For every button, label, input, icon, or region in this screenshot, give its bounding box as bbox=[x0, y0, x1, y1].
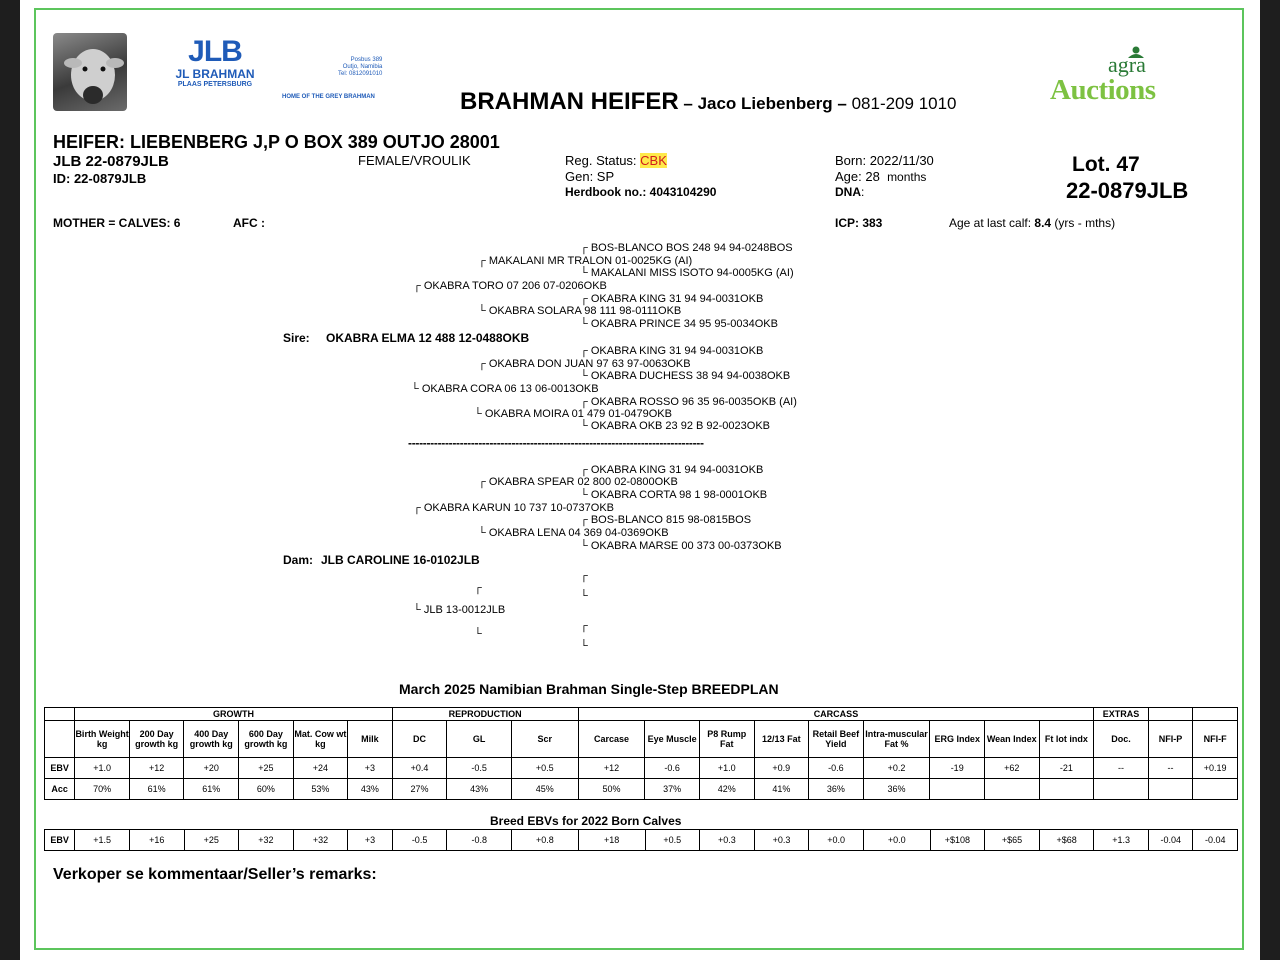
table-cell: +1.3 bbox=[1094, 830, 1149, 851]
table-cell: +0.3 bbox=[700, 830, 755, 851]
table-cell: +0.19 bbox=[1193, 758, 1238, 779]
reg-status bbox=[565, 153, 667, 168]
column-header: Milk bbox=[348, 721, 392, 758]
table-cell: +0.5 bbox=[511, 758, 578, 779]
age-last-calf-value: 8.4 bbox=[1034, 216, 1052, 230]
column-header: ERG Index bbox=[930, 721, 985, 758]
table-cell: 43% bbox=[447, 779, 512, 800]
table-cell bbox=[930, 779, 985, 800]
table-cell: +0.2 bbox=[863, 758, 930, 779]
table-cell: +12 bbox=[129, 758, 184, 779]
table-cell: +0.4 bbox=[392, 758, 447, 779]
table-cell: -0.5 bbox=[392, 830, 447, 851]
lot-code: 22-0879JLB bbox=[1066, 178, 1189, 203]
jlb-logo-mark: JLB bbox=[188, 35, 242, 68]
table-cell: +32 bbox=[293, 830, 348, 851]
pedigree-line: └ OKABRA CORTA 98 1 98-0001OKB bbox=[580, 489, 768, 501]
column-header: Doc. bbox=[1094, 721, 1149, 758]
title-owner: – Jaco Liebenberg – bbox=[678, 94, 852, 113]
column-header: Retail Beef Yield bbox=[809, 721, 864, 758]
icp: ICP: 383 bbox=[835, 216, 883, 230]
table-cell: +0.5 bbox=[645, 830, 700, 851]
pedigree-line: ┌ MAKALANI MR TRALON 01-0025KG (AI) bbox=[478, 255, 693, 267]
table-cell bbox=[1193, 779, 1238, 800]
reg-status-value: CBK bbox=[640, 153, 667, 168]
seller-remarks: Verkoper se kommentaar/Seller’s remarks: bbox=[53, 866, 377, 883]
pedigree-line: └ OKABRA CORA 06 13 06-0013OKB bbox=[411, 383, 599, 395]
table-cell: +1.0 bbox=[699, 758, 754, 779]
table-cell: +32 bbox=[239, 830, 294, 851]
table-cell: +12 bbox=[578, 758, 645, 779]
heifer-sex: FEMALE/VROULIK bbox=[358, 153, 471, 168]
table-cell: 37% bbox=[645, 779, 700, 800]
age-unit: months bbox=[887, 170, 927, 184]
column-header: NFI-P bbox=[1148, 721, 1192, 758]
table-cell: +24 bbox=[293, 758, 348, 779]
column-header: Ft lot indx bbox=[1039, 721, 1094, 758]
table-cell: +3 bbox=[348, 758, 392, 779]
group-row bbox=[45, 708, 1238, 721]
age-value: 28 bbox=[865, 169, 880, 184]
dna-sep: : bbox=[861, 185, 865, 199]
column-header: DC bbox=[392, 721, 447, 758]
table-cell: 60% bbox=[239, 779, 294, 800]
group-empty bbox=[1193, 708, 1238, 721]
sire-label: Sire: bbox=[283, 331, 310, 345]
column-header: Birth Weight kg bbox=[75, 721, 130, 758]
group-empty bbox=[1148, 708, 1192, 721]
dam-name: JLB CAROLINE 16-0102JLB bbox=[321, 553, 480, 567]
column-header: Intra-muscular Fat % bbox=[863, 721, 930, 758]
column-header: 200 Day growth kg bbox=[129, 721, 184, 758]
table-cell: +1.5 bbox=[75, 830, 130, 851]
table-cell: +$108 bbox=[930, 830, 985, 851]
pedigree-line: └ OKABRA MOIRA 01 479 01-0479OKB bbox=[474, 408, 672, 420]
table-cell: 43% bbox=[348, 779, 392, 800]
table-cell: 36% bbox=[809, 779, 864, 800]
row-label: Acc bbox=[45, 779, 75, 800]
table-cell: -0.04 bbox=[1148, 830, 1192, 851]
pedigree-line: └ OKABRA DUCHESS 38 94 94-0038OKB bbox=[580, 370, 791, 382]
table-cell: +$68 bbox=[1039, 830, 1094, 851]
agra-word: agra bbox=[1108, 52, 1146, 77]
breedplan-title: March 2025 Namibian Brahman Single-Step BREEDPLAN bbox=[399, 681, 779, 697]
heifer-reg: JLB 22-0879JLB bbox=[53, 153, 169, 170]
column-header: 400 Day growth kg bbox=[184, 721, 239, 758]
column-header: NFI-F bbox=[1193, 721, 1238, 758]
table-cell: 61% bbox=[129, 779, 184, 800]
group-extras: EXTRAS bbox=[1094, 708, 1149, 721]
column-header-row bbox=[45, 721, 1238, 758]
pedigree-line: └ OKABRA PRINCE 34 95 95-0034OKB bbox=[580, 318, 778, 330]
title-main: BRAHMAN HEIFER bbox=[460, 88, 679, 115]
column-header: Carcase bbox=[578, 721, 645, 758]
table-cell: +1.0 bbox=[75, 758, 130, 779]
herdbook-value: 4043104290 bbox=[649, 185, 717, 199]
column-header: 600 Day growth kg bbox=[239, 721, 294, 758]
pedigree-line: ┌ OKABRA TORO 07 206 07-0206OKB bbox=[413, 280, 607, 292]
postal-address bbox=[338, 57, 382, 78]
age-last-calf bbox=[949, 216, 1115, 230]
table-cell: 42% bbox=[699, 779, 754, 800]
row-label: EBV bbox=[45, 830, 75, 851]
table-cell: +0.9 bbox=[754, 758, 809, 779]
age-last-calf-unit: (yrs - mths) bbox=[1051, 216, 1116, 230]
pedigree-line: ┌ OKABRA ROSSO 96 35 96-0035OKB (AI) bbox=[580, 396, 797, 408]
table-cell: +0.0 bbox=[809, 830, 864, 851]
table-cell: +25 bbox=[184, 830, 239, 851]
column-header: 12/13 Fat bbox=[754, 721, 809, 758]
table-cell: 41% bbox=[754, 779, 809, 800]
postbus-line: Tel: 0812091010 bbox=[338, 71, 383, 77]
pedigree-line: ┌ bbox=[580, 570, 588, 582]
pedigree-line: ┌ BOS-BLANCO 815 98-0815BOS bbox=[580, 514, 752, 526]
column-header: GL bbox=[447, 721, 512, 758]
table-cell: +$65 bbox=[985, 830, 1040, 851]
table-cell: 27% bbox=[392, 779, 447, 800]
breedplan-table bbox=[44, 707, 1238, 800]
dna-label: DNA bbox=[835, 185, 861, 199]
pedigree-line: ┌ OKABRA KING 31 94 94-0031OKB bbox=[580, 293, 764, 305]
pedigree-line: ┌ bbox=[580, 620, 588, 632]
acc-row bbox=[45, 779, 1238, 800]
herdbook bbox=[565, 185, 716, 199]
breed-ebv-table bbox=[44, 829, 1238, 851]
ebv-row bbox=[45, 758, 1238, 779]
pedigree-line: └ MAKALANI MISS ISOTO 94-0005KG (AI) bbox=[580, 267, 794, 279]
pedigree-line: ┌ bbox=[474, 582, 482, 594]
born bbox=[835, 153, 934, 168]
document-page bbox=[20, 0, 1260, 960]
column-header: Eye Muscle bbox=[645, 721, 700, 758]
pedigree-line: ┌ OKABRA KING 31 94 94-0031OKB bbox=[580, 345, 764, 357]
breed-ebv-title: Breed EBVs for 2022 Born Calves bbox=[490, 814, 682, 828]
pedigree-line: └ JLB 13-0012JLB bbox=[413, 604, 506, 616]
jlb-logo-name: JL BRAHMAN bbox=[175, 67, 255, 81]
row-label: EBV bbox=[45, 758, 75, 779]
pedigree-line: └ OKABRA LENA 04 369 04-0369OKB bbox=[478, 527, 669, 539]
table-cell: -0.04 bbox=[1193, 830, 1238, 851]
table-cell bbox=[1148, 779, 1192, 800]
dam-label: Dam: bbox=[283, 553, 314, 567]
table-cell: -0.6 bbox=[809, 758, 864, 779]
table-cell: +18 bbox=[578, 830, 645, 851]
gen: Gen: SP bbox=[565, 169, 615, 184]
pedigree-line: └ bbox=[580, 590, 588, 602]
lot-number: Lot. 47 bbox=[1072, 153, 1140, 176]
pedigree-line: └ bbox=[474, 628, 482, 640]
table-cell: +0.8 bbox=[512, 830, 579, 851]
group-reproduction: REPRODUCTION bbox=[392, 708, 578, 721]
table-cell bbox=[1039, 779, 1094, 800]
sire-name: OKABRA ELMA 12 488 12-0488OKB bbox=[326, 331, 530, 345]
heifer-id: ID: 22-0879JLB bbox=[53, 171, 147, 186]
column-header: Mat. Cow wt kg bbox=[293, 721, 348, 758]
agra-auctions-logo bbox=[1050, 46, 1212, 106]
table-cell: -0.5 bbox=[447, 758, 512, 779]
age-last-calf-label: Age at last calf: bbox=[949, 216, 1035, 230]
pedigree-line: ┌ BOS-BLANCO BOS 248 94 94-0248BOS bbox=[580, 242, 793, 254]
group-carcass: CARCASS bbox=[578, 708, 1094, 721]
jlb-logo-sub: PLAAS PETERSBURG bbox=[177, 81, 253, 88]
table-cell: +0.3 bbox=[754, 830, 809, 851]
table-cell: 70% bbox=[75, 779, 130, 800]
pedigree-line: ┌ OKABRA KARUN 10 737 10-0737OKB bbox=[413, 502, 615, 514]
table-cell: -0.8 bbox=[447, 830, 512, 851]
pedigree-divider: -------------------------------------------------------------------------------- bbox=[408, 436, 704, 450]
heifer-heading: HEIFER: LIEBENBERG J,P O BOX 389 OUTJO 28001 bbox=[53, 132, 500, 152]
herdbook-label: Herdbook no.: bbox=[565, 185, 650, 199]
row-label-header bbox=[45, 721, 75, 758]
page-title bbox=[460, 88, 957, 116]
table-cell: 50% bbox=[578, 779, 645, 800]
table-cell: 61% bbox=[184, 779, 239, 800]
group-empty bbox=[45, 708, 75, 721]
table-cell: -0.6 bbox=[645, 758, 700, 779]
agra-auctions-word: Auctions bbox=[1050, 74, 1156, 106]
table-cell: -- bbox=[1094, 758, 1149, 779]
table-cell: +62 bbox=[984, 758, 1039, 779]
breed-ebv-row bbox=[45, 830, 1238, 851]
age bbox=[835, 169, 926, 184]
pedigree-line: └ OKABRA OKB 23 92 B 92-0023OKB bbox=[580, 420, 771, 432]
column-header: Scr bbox=[511, 721, 578, 758]
table-cell: +16 bbox=[129, 830, 184, 851]
jl-brahman-logo bbox=[170, 36, 260, 100]
pedigree-line: ┌ OKABRA KING 31 94 94-0031OKB bbox=[580, 464, 764, 476]
table-cell bbox=[1094, 779, 1149, 800]
pedigree-line: ┌ OKABRA SPEAR 02 800 02-0800OKB bbox=[478, 476, 678, 488]
table-cell: +25 bbox=[239, 758, 294, 779]
table-cell bbox=[984, 779, 1039, 800]
born-value: 2022/11/30 bbox=[869, 153, 934, 168]
table-cell: +20 bbox=[184, 758, 239, 779]
column-header: Wean Index bbox=[984, 721, 1039, 758]
column-header: P8 Rump Fat bbox=[699, 721, 754, 758]
group-growth: GROWTH bbox=[75, 708, 392, 721]
pedigree-line: └ OKABRA MARSE 00 373 00-0373OKB bbox=[580, 540, 782, 552]
postbus-line: Posbus 389 bbox=[350, 57, 383, 63]
table-cell: 53% bbox=[293, 779, 348, 800]
mother-calves: MOTHER = CALVES: 6 bbox=[53, 216, 181, 230]
table-cell: -21 bbox=[1039, 758, 1094, 779]
age-label: Age: bbox=[835, 169, 866, 184]
pedigree-line: └ bbox=[580, 640, 588, 652]
title-phone: 081-209 1010 bbox=[851, 94, 957, 113]
reg-status-label: Reg. Status: bbox=[565, 153, 641, 168]
home-of-grey-brahman: HOME OF THE GREY BRAHMAN bbox=[282, 94, 375, 100]
pedigree-line: └ OKABRA SOLARA 98 111 98-0111OKB bbox=[478, 305, 682, 317]
table-cell: -- bbox=[1148, 758, 1192, 779]
born-label: Born: bbox=[835, 153, 870, 168]
table-cell: -19 bbox=[930, 758, 985, 779]
table-cell: +0.0 bbox=[863, 830, 930, 851]
postbus-line: Outjo, Namibia bbox=[342, 64, 383, 70]
table-cell: 45% bbox=[511, 779, 578, 800]
table-cell: 36% bbox=[863, 779, 930, 800]
table-cell: +3 bbox=[348, 830, 392, 851]
dna bbox=[835, 185, 864, 199]
afc: AFC : bbox=[233, 216, 265, 230]
pedigree-line: ┌ OKABRA DON JUAN 97 63 97-0063OKB bbox=[478, 358, 691, 370]
brahman-cow-photo bbox=[53, 33, 127, 111]
